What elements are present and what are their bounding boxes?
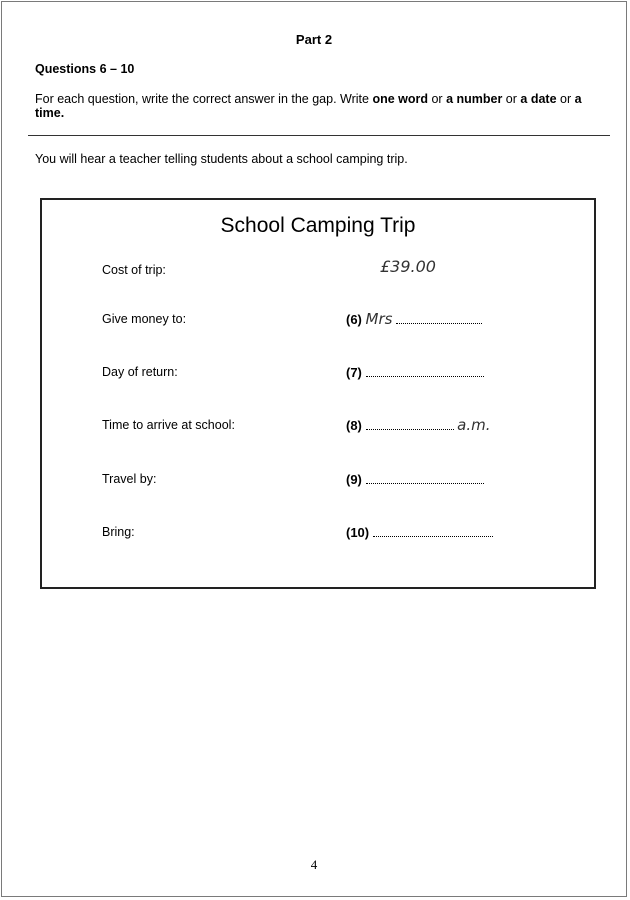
item-label-10: Bring: [102,525,135,539]
answer-row-6 [346,310,482,328]
instructions-text-2: or [428,92,447,106]
question-number-7: (7) [346,365,362,380]
answer-blank-8[interactable] [366,419,454,430]
questions-heading: Questions 6 – 10 [35,62,135,76]
answer-blank-7[interactable] [366,366,484,377]
cost-value: £39.00 [380,257,436,276]
item-label-7: Day of return: [102,365,178,379]
page-number: 4 [310,857,318,872]
instructions-bold-3: a date [520,92,557,106]
instructions [35,92,595,120]
answer-blank-6[interactable] [396,313,482,324]
instructions-text-1: For each question, write the correct answer in the gap. Write [35,92,373,106]
instructions-text-4: or [556,92,575,106]
answer-row-8 [346,416,490,434]
instructions-text-3: or [502,92,521,106]
form-box [40,198,596,589]
form-title: School Camping Trip [220,214,416,237]
question-number-9: (9) [346,472,362,487]
answer-row-7 [346,365,484,380]
instructions-bold-1: one word [372,92,428,106]
question-number-8: (8) [346,418,362,433]
item-label-8: Time to arrive at school: [102,418,235,432]
answer-suffix-8: a.m. [457,416,491,434]
question-number-10: (10) [346,525,370,540]
answer-blank-10[interactable] [373,526,493,537]
question-number-6: (6) [346,312,362,327]
instructions-bold-4: a time. [35,92,582,120]
exam-page [1,1,627,897]
instructions-bold-2: a number [446,92,503,106]
item-label-9: Travel by: [102,472,157,486]
answer-blank-9[interactable] [366,473,484,484]
listening-intro: You will hear a teacher telling students about a school camping trip. [35,152,408,166]
answer-row-9 [346,472,484,487]
divider [28,135,610,136]
item-label-6: Give money to: [102,312,187,326]
answer-prefix-6: Mrs [365,310,393,328]
answer-row-10 [346,525,493,540]
cost-label: Cost of trip: [102,263,166,277]
part-heading: Part 2 [295,32,333,47]
